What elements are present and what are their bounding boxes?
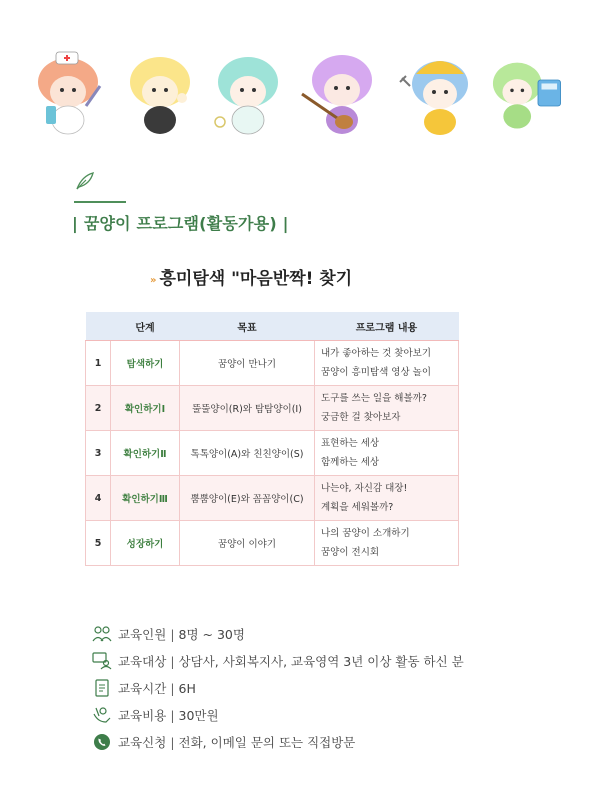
row-goal: 톡톡양이(A)와 친친양이(S) <box>180 431 315 476</box>
header-num <box>86 312 111 341</box>
row-content <box>315 476 459 521</box>
row-num: 3 <box>86 431 111 476</box>
info-label: 교육시간 <box>118 681 167 696</box>
info-line-cost <box>92 706 219 724</box>
row-num: 5 <box>86 521 111 566</box>
info-line-target <box>92 652 464 670</box>
info-separator: | <box>170 735 175 750</box>
program-title <box>150 264 352 289</box>
info-label: 교육신청 <box>118 735 167 750</box>
info-line-time <box>92 679 196 697</box>
row-stage: 확인하기Ⅰ <box>111 386 180 431</box>
info-value: 6H <box>178 681 196 696</box>
table-row <box>86 476 459 521</box>
row-stage: 확인하기Ⅱ <box>111 431 180 476</box>
row-stage: 탐색하기 <box>111 341 180 386</box>
info-label: 교육인원 <box>118 627 167 642</box>
header-goal: 목표 <box>180 312 315 341</box>
row-goal: 뚤뚤양이(R)와 탐탐양이(I) <box>180 386 315 431</box>
row-content <box>315 521 459 566</box>
content-line: 함께하는 세상 <box>321 457 380 468</box>
header-content: 프로그램 내용 <box>315 312 459 341</box>
row-goal: 꿈양이 만나기 <box>180 341 315 386</box>
info-value: 전화, 이메일 문의 또는 직접방문 <box>178 735 356 750</box>
info-separator: | <box>170 654 175 669</box>
row-num: 2 <box>86 386 111 431</box>
content-line: 나의 꿈양이 소개하기 <box>321 528 410 539</box>
phone-icon <box>92 733 112 751</box>
leaf-icon <box>74 170 96 192</box>
row-goal: 뿜뿜양이(E)와 꼼꼼양이(C) <box>180 476 315 521</box>
table-row <box>86 341 459 386</box>
content-line: 표현하는 세상 <box>321 438 380 449</box>
yellow-sheep-icon <box>122 48 200 138</box>
content-line: 계획을 세워볼까? <box>321 502 394 513</box>
character-banner <box>30 48 590 140</box>
row-stage: 성장하기 <box>111 521 180 566</box>
section-title: | 꿈양이 프로그램(활동가용) | <box>72 214 289 233</box>
row-content <box>315 341 459 386</box>
info-line-apply <box>92 733 355 751</box>
table-row <box>86 521 459 566</box>
info-label: 교육대상 <box>118 654 167 669</box>
row-content <box>315 431 459 476</box>
info-value: 30만원 <box>178 708 219 723</box>
row-num: 4 <box>86 476 111 521</box>
row-stage: 확인하기Ⅲ <box>111 476 180 521</box>
table-row <box>86 386 459 431</box>
content-line: 꿈양이 전시회 <box>321 547 380 558</box>
content-line: 나는야, 자신감 대장! <box>321 483 408 494</box>
info-separator: | <box>170 681 175 696</box>
program-table <box>85 312 459 566</box>
chevron-icon: » <box>150 275 157 286</box>
content-line: 꿈양이 흥미탐색 영상 놀이 <box>321 367 432 378</box>
info-line-people <box>92 625 245 643</box>
info-value: 상담사, 사회복지사, 교육영역 3년 이상 활동 하신 분 <box>178 654 464 669</box>
purple-sheep-guitar-icon <box>300 48 378 138</box>
table-row <box>86 431 459 476</box>
content-line: 내가 좋아하는 것 찾아보기 <box>321 348 432 359</box>
info-separator: | <box>170 627 175 642</box>
content-line: 도구를 쓰는 일을 해볼까? <box>321 393 427 404</box>
coins-hand-icon <box>92 706 112 724</box>
green-sheep-calculator-icon <box>486 48 564 138</box>
content-line: 궁금한 걸 찾아보자 <box>321 412 401 423</box>
worker-sheep-icon <box>398 48 476 138</box>
nurse-sheep-icon <box>30 48 108 138</box>
document-icon <box>92 679 112 697</box>
table-header-row <box>86 312 459 341</box>
mint-sheep-icon <box>210 48 288 138</box>
row-num: 1 <box>86 341 111 386</box>
info-label: 교육비용 <box>118 708 167 723</box>
title-underline <box>74 201 126 203</box>
people-icon <box>92 625 112 643</box>
row-goal: 꿈양이 이야기 <box>180 521 315 566</box>
info-separator: | <box>170 708 175 723</box>
program-title-text: 흥미탐색 "마음반짝! 찾기 <box>159 269 353 289</box>
header-stage: 단계 <box>111 312 180 341</box>
counselor-icon <box>92 652 112 670</box>
info-value: 8명 ~ 30명 <box>178 627 245 642</box>
row-content <box>315 386 459 431</box>
